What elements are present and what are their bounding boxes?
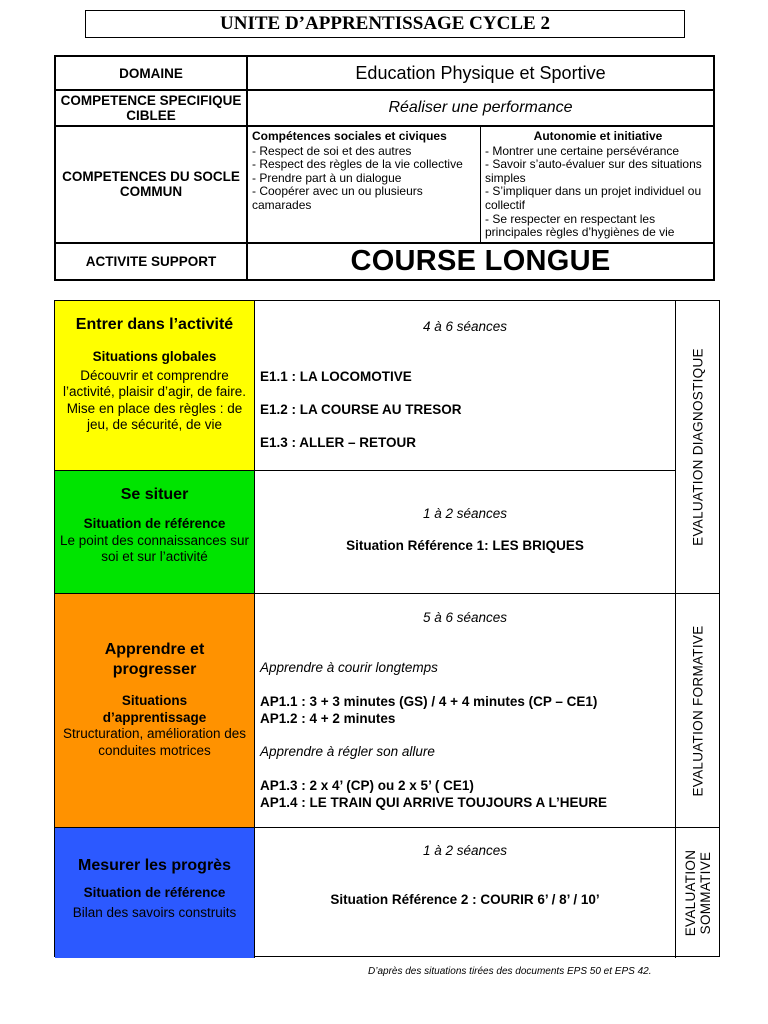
socle-autonomie — [481, 127, 713, 242]
heading-courir-longtemps: Apprendre à courir longtemps — [260, 660, 438, 675]
phase-situer-title: Se situer — [120, 486, 189, 503]
activity-value: COURSE LONGUE — [247, 243, 714, 280]
phase-entrer-rules: Mise en place des règles : de jeu, de sécurité, de vie — [66, 400, 243, 432]
row-activity — [55, 243, 714, 280]
phase-mesurer-title: Mesurer les progrès — [78, 857, 231, 874]
eval-sommative-line2: SOMMATIVE — [698, 851, 713, 935]
domaine-value: Education Physique et Sportive — [247, 56, 714, 90]
eval-sommative-line1: EVALUATION — [683, 849, 698, 937]
row-competence — [55, 90, 714, 126]
competence-label: COMPETENCE SPECIFIQUE CIBLEE — [55, 90, 247, 126]
phase-situer-desc: Le point des connaissances sur soi et sur l’activité — [59, 532, 250, 564]
eval-diagnostique — [675, 301, 720, 594]
phase-entrer — [55, 301, 255, 470]
phase-apprendre-desc: Structuration, amélioration des conduites motrices — [62, 726, 247, 758]
content-situer — [255, 471, 675, 593]
phase-entrer-desc: Découvrir et comprendre l’activité, plaisir d’agir, de faire. — [62, 367, 247, 399]
activity-ap1-2: AP1.2 : 4 + 2 minutes — [260, 711, 396, 726]
phase-apprendre-subtitle: Situations d’apprentissage — [102, 693, 207, 725]
row-apprendre — [55, 594, 675, 828]
socle-label: COMPETENCES DU SOCLE COMMUN — [55, 126, 247, 243]
phase-situer-subtitle: Situation de référence — [83, 516, 226, 531]
eval-formative-label: EVALUATION FORMATIVE — [690, 624, 706, 797]
phase-mesurer-desc: Bilan des savoirs construits — [72, 904, 237, 920]
row-mesurer — [55, 828, 675, 958]
socle-item: - Montrer une certaine persévérance — [485, 143, 680, 158]
socle-item: - Respect des règles de la vie collective — [252, 157, 463, 172]
phase-apprendre — [55, 594, 255, 827]
reference-situation-2: Situation Référence 2 : COURIR 6’ / 8’ / 10’ — [330, 892, 600, 907]
heading-regler-allure: Apprendre à régler son allure — [260, 744, 435, 759]
content-entrer — [255, 301, 675, 470]
activity-label: ACTIVITE SUPPORT — [55, 243, 247, 280]
socle-autonomie-heading: Autonomie et initiative — [533, 129, 663, 143]
sessions-entrer: 4 à 6 séances — [422, 319, 508, 334]
socle-item: - S’impliquer dans un projet individuel ou collectif — [485, 184, 702, 212]
activity-ap1-3: AP1.3 : 2 x 4’ (CP) ou 2 x 5’ ( CE1) — [260, 778, 474, 793]
sessions-mesurer: 1 à 2 séances — [422, 843, 508, 858]
content-apprendre — [255, 594, 675, 827]
row-socle — [55, 126, 714, 243]
footer-source-note: D’après des situations tirées des documents EPS 50 et EPS 42. — [368, 966, 652, 977]
row-situer — [55, 471, 675, 594]
socle-item: - Savoir s’auto-évaluer sur des situations simples — [485, 157, 702, 185]
competence-value: Réaliser une performance — [247, 90, 714, 126]
content-mesurer — [255, 828, 675, 958]
socle-sociales — [248, 127, 481, 242]
socle-cell — [247, 126, 714, 243]
activity-e1-2: E1.2 : LA COURSE AU TRESOR — [260, 402, 462, 417]
activity-ap1-4: AP1.4 : LE TRAIN QUI ARRIVE TOUJOURS A L’HEURE — [260, 795, 608, 810]
phase-entrer-subtitle: Situations globales — [92, 349, 217, 364]
socle-item: - Respect de soi et des autres — [252, 143, 412, 158]
phase-entrer-title: Entrer dans l’activité — [75, 316, 234, 333]
socle-item: - Se respecter en respectant les principales règles d’hygiènes de vie — [485, 211, 675, 240]
phase-apprendre-title: Apprendre et progresser — [104, 641, 205, 678]
phase-situer — [55, 471, 255, 593]
row-domaine — [55, 56, 714, 90]
socle-sociales-heading: Compétences sociales et civiques — [252, 129, 447, 143]
eval-formative — [675, 594, 720, 828]
socle-item: - Coopérer avec un ou plusieurs camarades — [252, 184, 423, 212]
phase-mesurer-subtitle: Situation de référence — [83, 885, 226, 900]
phase-mesurer — [55, 828, 255, 958]
sessions-apprendre: 5 à 6 séances — [422, 610, 508, 625]
row-entrer — [55, 301, 675, 471]
activity-ap1-1: AP1.1 : 3 + 3 minutes (GS) / 4 + 4 minutes (CP – CE1) — [260, 694, 598, 709]
progression-table — [54, 300, 720, 957]
reference-situation-1: Situation Référence 1: LES BRIQUES — [346, 538, 584, 553]
eval-sommative-label — [683, 850, 713, 937]
domaine-label: DOMAINE — [55, 56, 247, 90]
activity-e1-3: E1.3 : ALLER – RETOUR — [260, 435, 417, 450]
sessions-situer: 1 à 2 séances — [422, 506, 508, 521]
info-table — [54, 55, 715, 281]
socle-item: - Prendre part à un dialogue — [252, 170, 402, 185]
eval-sommative — [675, 828, 720, 958]
activity-e1-1: E1.1 : LA LOCOMOTIVE — [260, 369, 412, 384]
eval-diagnostique-label: EVALUATION DIAGNOSTIQUE — [690, 348, 706, 546]
page-title: UNITE D’APPRENTISSAGE CYCLE 2 — [85, 10, 685, 38]
